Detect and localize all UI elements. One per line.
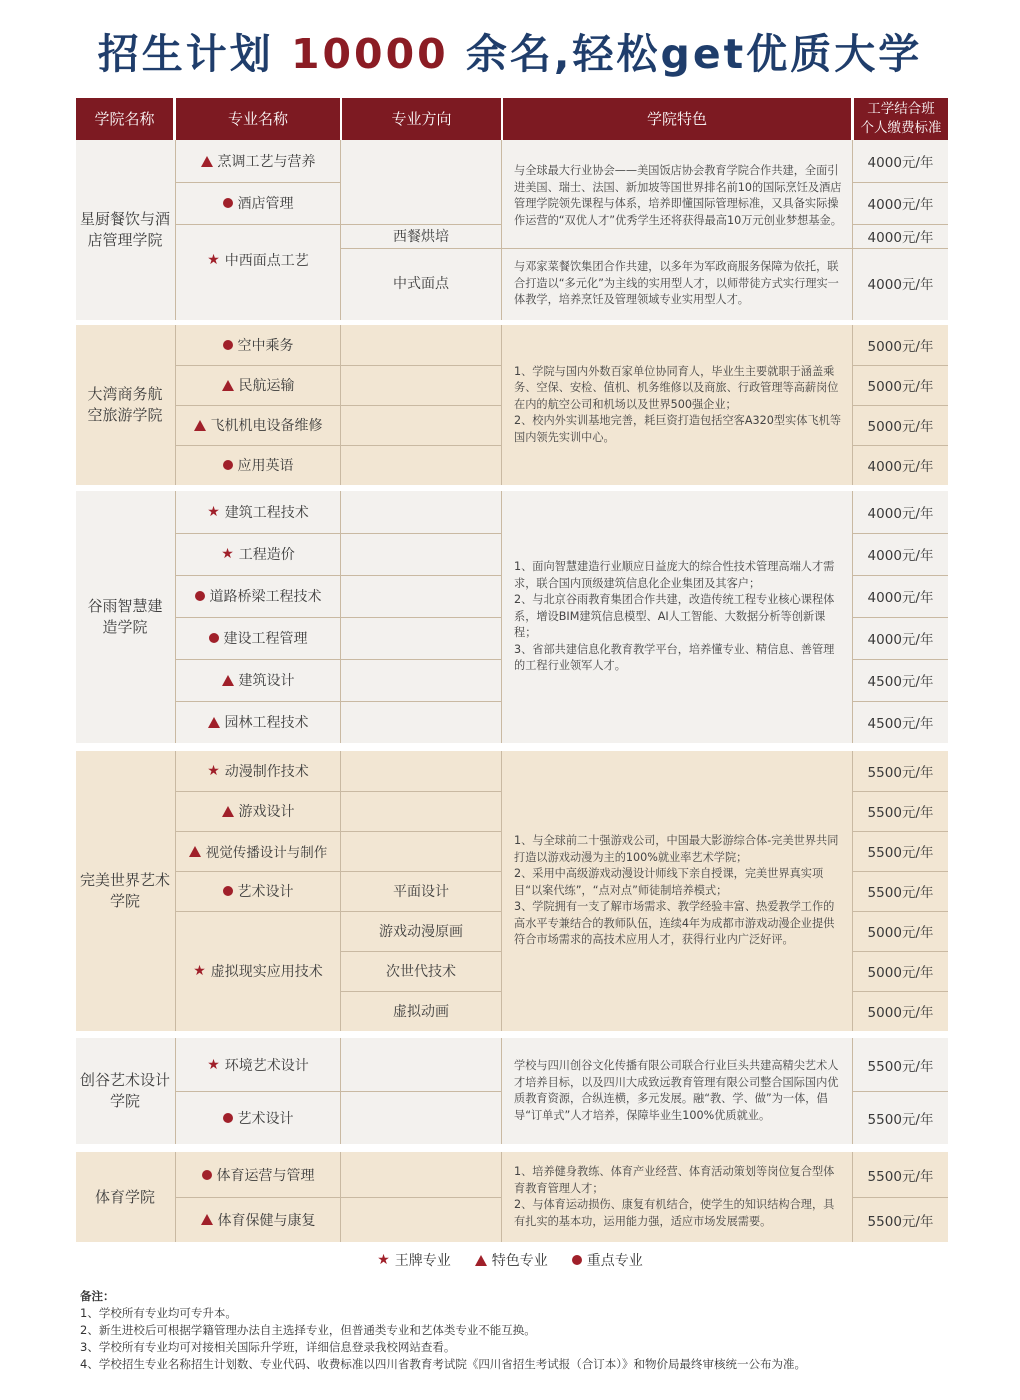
star-icon: ★: [207, 1056, 220, 1073]
legend-star: ★ 王牌专业: [377, 1252, 451, 1269]
direction-item: 虚拟动画: [393, 1004, 449, 1020]
star-icon: ★: [193, 963, 206, 979]
fee-value: 4000元/年: [867, 590, 934, 606]
note-item: 1、学校所有专业均可专升本。: [80, 1306, 237, 1320]
major-item: ★ 建筑工程技术: [207, 504, 309, 521]
fee-value: 5000元/年: [867, 379, 934, 395]
dot-icon: [223, 1113, 233, 1123]
college-block-chuanggu: [76, 1038, 948, 1144]
fee-value: 5000元/年: [867, 1005, 934, 1021]
triangle-icon: [222, 380, 234, 391]
fee-value: 4500元/年: [867, 674, 934, 690]
star-icon: ★: [207, 504, 220, 520]
triangle-icon: [201, 1214, 213, 1225]
major-item: 艺术设计: [176, 871, 340, 911]
college-feature: 1、面向智慧建造行业顺应日益庞大的综合性技术管理高端人才需求，联合国内顶级建筑信息化企业集团及其客户； 2、与北京谷雨教育集团合作共建，改造传统工程专业核心课程体系，增设BIM建筑信息模型、AI人工智能、大数据分析等创新课程； 3、省部共建信息化教育教学平台，培养懂专业、精信息、善管理的工程行业领军人才。: [514, 560, 835, 673]
fee-value: 5500元/年: [867, 1058, 934, 1075]
triangle-icon: [201, 156, 213, 167]
notes-title: 备注：: [80, 1289, 115, 1303]
college-name: 创谷艺术设计学院: [79, 1071, 170, 1110]
triangle-icon: [222, 806, 234, 817]
fee-value: 4000元/年: [867, 548, 934, 564]
legend-dot: 重点专业: [572, 1250, 643, 1270]
star-icon: ★: [221, 546, 234, 562]
legend-triangle: 特色专业: [475, 1250, 548, 1270]
fee-value: 4500元/年: [867, 716, 934, 732]
major-item: 道路桥梁工程技术: [176, 575, 340, 617]
major-item: ★ 虚拟现实应用技术: [193, 963, 323, 980]
fee-value: 4000元/年: [867, 230, 934, 246]
note-item: 2、新生进校后可根据学籍管理办法自主选择专业，但普通类专业和艺体类专业不能互换。: [80, 1323, 536, 1337]
dot-icon: [195, 591, 205, 601]
college-feature: 与邓家菜餐饮集团合作共建，以多年为军政商服务保障为依托，联合打造以“多元化”为主线的实用型人才，以师带徒方式实行理实一体教学，培养烹饪及管理领域专业实用型人才。: [514, 260, 839, 307]
college-feature: 学校与四川创谷文化传播有限公司联合行业巨头共建高精尖艺术人才培养目标，以及四川大成致远教育管理有限公司整合国际国内优质教育资源，合纵连横，多元发展。融“教、学、做”为一体，倡导“订单式”人才培养，保障毕业生100%优质就业。: [514, 1059, 839, 1122]
college-feature: 1、学院与国内外数百家单位协同育人，毕业生主要就职于涵盖乘务、空保、安检、值机、机务维修以及商旅、行政管理等高薪岗位在内的航空公司和机场以及世界500强企业； 2、校内外实训基地完善，耗巨资打造包括空客A320型实体飞机等国内领先实训中心。: [514, 364, 842, 444]
major-item: 体育运营与管理: [176, 1152, 340, 1197]
major-item: 视觉传播设计与制作: [176, 831, 340, 871]
major-item: 民航运输: [176, 365, 340, 405]
college-block-dawan: [76, 325, 948, 485]
major-item: 游戏设计: [176, 791, 340, 831]
major-item: ★ 工程造价: [221, 546, 295, 563]
star-icon: ★: [377, 1252, 390, 1268]
dot-icon: [209, 633, 219, 643]
college-name: 完美世界艺术学院: [79, 871, 170, 910]
page-title: [0, 26, 1020, 82]
note-item: 4、学校招生专业名称招生计划数、专业代码、收费标准以四川省教育考试院《四川省招生考试报（合订本）》和物价局最终审核统一公布为准。: [80, 1357, 807, 1371]
direction-item: 游戏动漫原画: [379, 924, 463, 940]
fee-value: 5500元/年: [867, 1213, 934, 1230]
legend: [0, 1250, 1020, 1270]
major-item: 艺术设计: [176, 1091, 340, 1144]
fee-value: 5500元/年: [867, 1111, 934, 1128]
triangle-icon: [189, 846, 201, 857]
triangle-icon: [475, 1255, 487, 1266]
major-item: ★ 动漫制作技术: [207, 763, 309, 780]
college-block-wanmei: [76, 751, 948, 1031]
title-number: 10000: [291, 30, 449, 78]
fee-value: 5500元/年: [867, 1168, 934, 1185]
major-item: 空中乘务: [176, 325, 340, 365]
notes: [80, 1288, 980, 1373]
major-item: ★ 中西面点工艺: [207, 252, 309, 269]
major-item: 建筑设计: [176, 659, 340, 701]
star-icon: ★: [207, 763, 220, 779]
college-name: 谷雨智慧建造学院: [87, 597, 163, 636]
fee-value: 5000元/年: [867, 419, 934, 435]
header-college: 学院名称: [76, 98, 173, 140]
major-item: 建设工程管理: [176, 617, 340, 659]
college-name: 星厨餐饮与酒店管理学院: [80, 210, 171, 249]
header-fee: [854, 98, 948, 140]
title-part1: 招生计划: [97, 30, 274, 78]
header-direction: 专业方向: [342, 98, 501, 140]
header-fee-line2: 个人缴费标准: [860, 120, 942, 136]
major-item: 飞机机电设备维修: [176, 405, 340, 445]
header-fee-line1: 工学结合班: [867, 101, 935, 117]
fee-value: 4000元/年: [867, 459, 934, 475]
header-major: 专业名称: [176, 98, 340, 140]
dot-icon: [223, 460, 233, 470]
dot-icon: [223, 198, 233, 208]
college-block-guyu: [76, 491, 948, 743]
note-item: 3、学校所有专业均可对接相关国际升学班，详细信息登录我校网站查看。: [80, 1340, 456, 1354]
major-item: 园林工程技术: [176, 701, 340, 743]
fee-value: 5000元/年: [867, 925, 934, 941]
major-item: 应用英语: [176, 445, 340, 485]
college-name: 体育学院: [94, 1187, 155, 1206]
fee-value: 5500元/年: [867, 805, 934, 821]
major-item: ★ 环境艺术设计: [207, 1056, 309, 1074]
college-block-xingchu: [76, 140, 948, 320]
direction-item: 次世代技术: [386, 964, 456, 980]
header-feature: 学院特色: [503, 98, 851, 140]
dot-icon: [202, 1170, 212, 1180]
college-feature: 与全球最大行业协会——美国饭店协会教育学院合作共建，全面引进美国、瑞士、法国、新加坡等国世界排名前10的国际烹饪及酒店管理学院领先课程与体系，培养即懂国际管理标准，又具备实际操作运营的“双优人才”优秀学生还将获得最高10万元创业梦想基金。: [514, 164, 842, 227]
fee-value: 5500元/年: [867, 885, 934, 901]
dot-icon: [572, 1255, 582, 1265]
college-feature: 1、与全球前二十强游戏公司，中国最大影游综合体-完美世界共同打造以游戏动漫为主的100%就业率艺术学院； 2、采用中高级游戏动漫设计师线下亲自授课，完美世界真实项目“以案代练”，“点对点”师徒制培养模式； 3、学院拥有一支了解市场需求、教学经验丰富、热爱教学工作的高水平专兼结合的教师队伍，连续4年为成都市游戏动漫企业提供符合市场需求的高技术应用人才，获得行业内广泛好评。: [514, 834, 839, 947]
fee-value: 5500元/年: [867, 845, 934, 861]
triangle-icon: [194, 420, 206, 431]
fee-value: 4000元/年: [867, 632, 934, 648]
direction-item: 中式面点: [393, 276, 449, 292]
major-item: 酒店管理: [176, 182, 340, 224]
dot-icon: [223, 340, 233, 350]
fee-value: 5000元/年: [867, 339, 934, 355]
fee-value: 4000元/年: [867, 277, 934, 293]
major-item: 体育保健与康复: [176, 1197, 340, 1242]
title-part2: 余名,轻松get优质大学: [465, 30, 923, 78]
direction-item: 西餐烘培: [393, 229, 449, 245]
fee-value: 5000元/年: [867, 965, 934, 981]
triangle-icon: [208, 717, 220, 728]
fee-value: 4000元/年: [867, 197, 934, 213]
dot-icon: [223, 886, 233, 896]
direction-item: 平面设计: [393, 884, 449, 900]
fee-value: 5500元/年: [867, 765, 934, 781]
fee-value: 4000元/年: [867, 155, 934, 171]
major-item: 烹调工艺与营养: [176, 140, 340, 182]
triangle-icon: [222, 675, 234, 686]
fee-value: 4000元/年: [867, 506, 934, 522]
college-block-tiyu: [76, 1152, 948, 1242]
college-feature: 1、培养健身教练、体育产业经营、体育活动策划等岗位复合型体育教育管理人才； 2、与体育运动损伤、康复有机结合，使学生的知识结构合理，具有扎实的基本功，运用能力强，适应市场发展需要。: [514, 1165, 835, 1228]
college-name: 大湾商务航空旅游学院: [87, 385, 163, 424]
star-icon: ★: [207, 252, 220, 268]
